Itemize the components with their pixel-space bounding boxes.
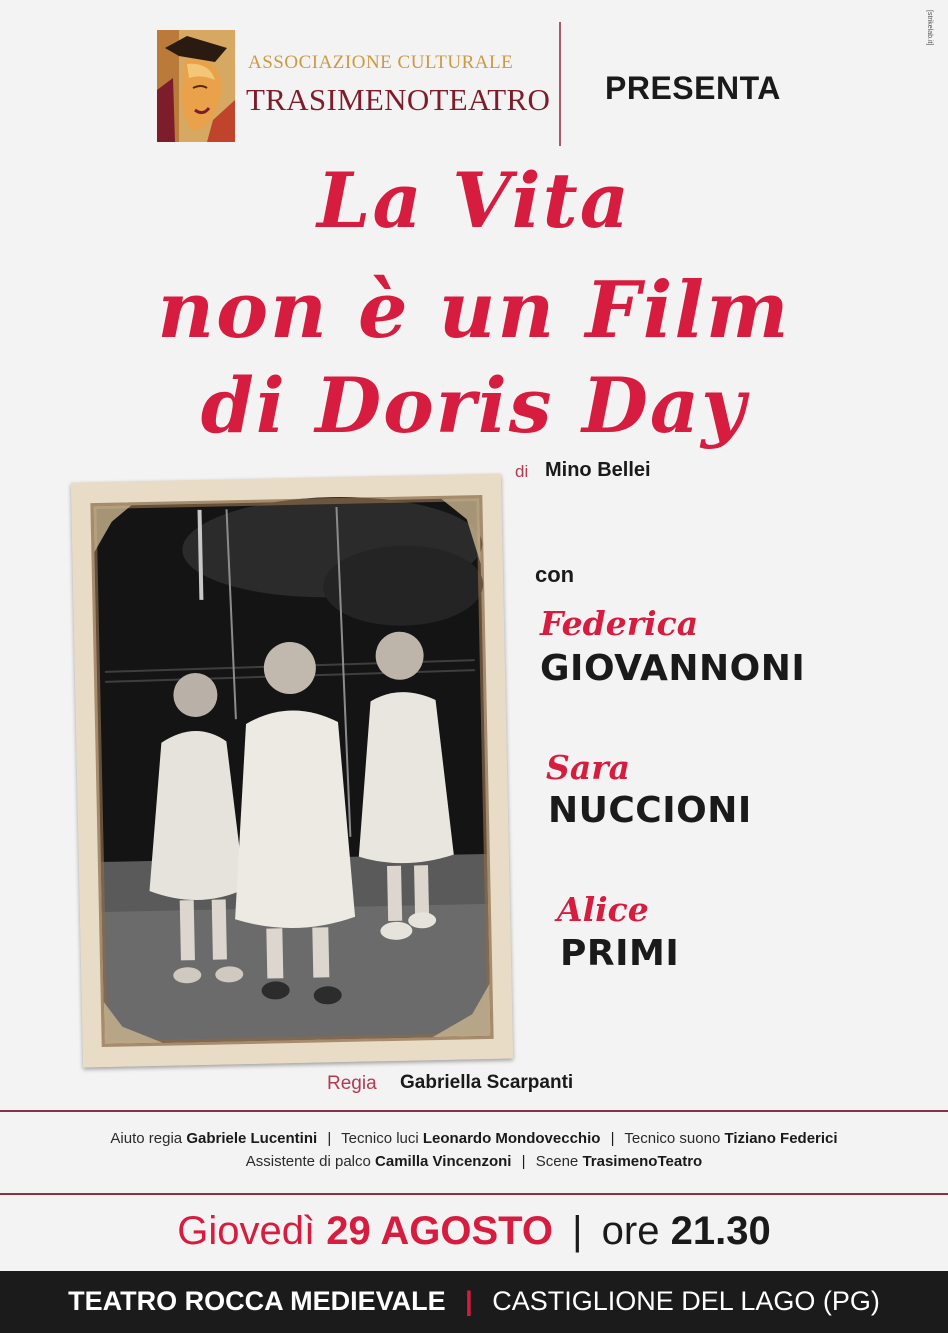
cast-first-name: Alice [557, 890, 649, 929]
event-separator: | [572, 1209, 583, 1253]
presenta-label: PRESENTA [605, 70, 781, 106]
header-divider [559, 22, 561, 146]
crew-name: TrasimenoTeatro [582, 1153, 703, 1170]
logo-icon [157, 30, 235, 142]
divider-rule [0, 1193, 948, 1195]
cast-label: con [535, 562, 575, 587]
crew-name: Leonardo Mondovecchio [422, 1130, 601, 1147]
divider-rule [0, 1110, 948, 1112]
author-prefix: di [515, 462, 529, 481]
designer-credit-tag: [strikelab.it] [926, 10, 933, 46]
regia-name: Gabriella Scarpanti [400, 1072, 574, 1093]
crew-line-2 [0, 1153, 948, 1170]
event-date-line [0, 1209, 948, 1254]
venue-name: TEATRO ROCCA MEDIEVALE [68, 1286, 446, 1316]
regia-label: Regia [327, 1073, 377, 1094]
crew-role: Scene [535, 1153, 579, 1170]
crew-name: Tiziano Federici [724, 1130, 838, 1147]
event-date: 29 AGOSTO [326, 1209, 554, 1253]
crew-role: Assistente di palco [245, 1153, 371, 1170]
crew-role: Aiuto regia [110, 1130, 183, 1147]
author-name: Mino Bellei [545, 459, 651, 481]
venue-line [0, 1286, 948, 1317]
event-ore-label: ore [601, 1209, 660, 1253]
event-day: Giovedì [177, 1209, 316, 1253]
association-label: ASSOCIAZIONE CULTURALE [248, 52, 514, 73]
crew-separator: | [327, 1130, 332, 1147]
crew-separator: | [521, 1153, 526, 1170]
crew-name: Camilla Vincenzoni [375, 1153, 512, 1170]
cast-last-name: GIOVANNONI [540, 648, 806, 689]
crew-line-1 [0, 1130, 948, 1147]
venue-separator: | [465, 1286, 473, 1316]
cast-last-name: PRIMI [560, 933, 680, 974]
title-line-3: di Doris Day [200, 361, 748, 450]
title-line-2: non è un Film [157, 265, 791, 356]
cast-first-name: Federica [540, 604, 699, 643]
crew-separator: | [610, 1130, 615, 1147]
venue-location: CASTIGLIONE DEL LAGO (PG) [492, 1286, 880, 1316]
crew-role: Tecnico suono [624, 1130, 721, 1147]
event-time: 21.30 [670, 1209, 771, 1253]
title-line-1: La Vita [317, 156, 631, 245]
crew-name: Gabriele Lucentini [186, 1130, 318, 1147]
theatre-mask-logo [157, 30, 235, 142]
photo-three-girls-on-swing-icon [71, 474, 513, 1068]
association-name: TRASIMENOTEATRO [246, 82, 551, 117]
cast-first-name: Sara [546, 748, 630, 787]
cast-last-name: NUCCIONI [548, 790, 752, 831]
crew-role: Tecnico luci [341, 1130, 419, 1147]
vintage-photo [71, 474, 513, 1068]
